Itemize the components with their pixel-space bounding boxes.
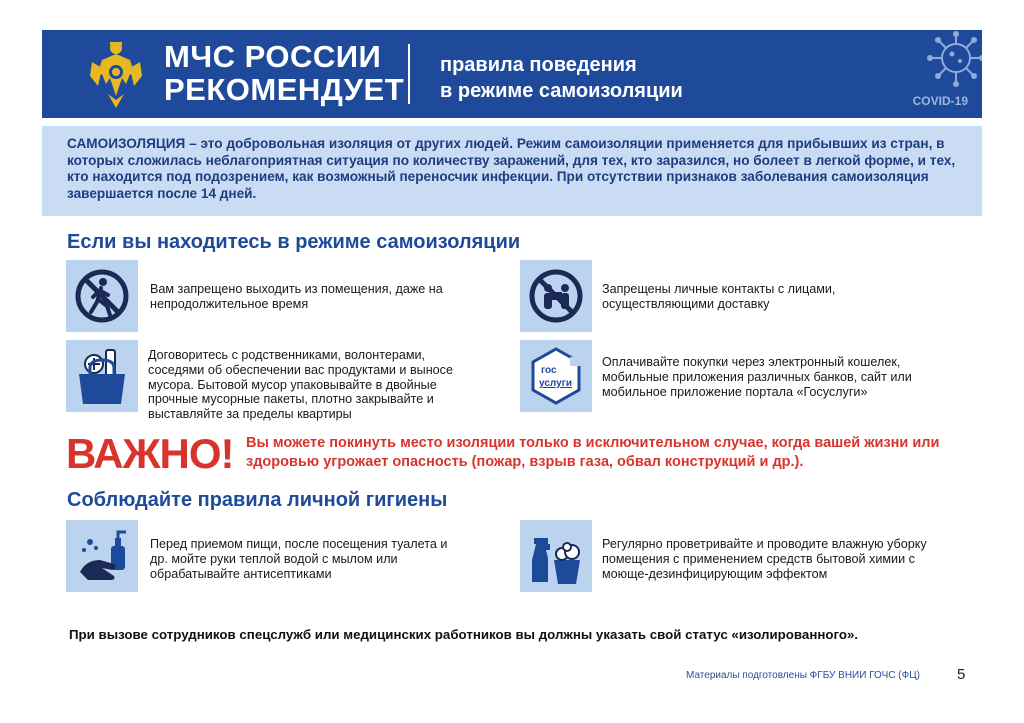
rule-text: Оплачивайте покупки через электронный кошелек, мобильные приложения различных банков, сайт или мобильное приложение портала «Госуслуги» bbox=[602, 355, 912, 399]
important-heading: ВАЖНО! bbox=[66, 430, 234, 477]
covid-badge: COVID-19 bbox=[912, 94, 968, 108]
header-divider bbox=[408, 44, 410, 104]
emchs-emblem-icon bbox=[88, 38, 144, 110]
section2-title: Соблюдайте правила личной гигиены bbox=[67, 489, 448, 511]
rule-text: Запрещены личные контакты с лицами, осуществляющими доставку bbox=[602, 282, 836, 311]
no-contact-icon bbox=[520, 260, 592, 332]
gosuslugi-word-2: услуги bbox=[539, 378, 572, 389]
rule-text: Вам запрещено выходить из помещения, даже на непродолжительное время bbox=[150, 282, 443, 311]
gosuslugi-logo-icon bbox=[520, 340, 592, 412]
no-walking-icon bbox=[66, 260, 138, 332]
page-number: 5 bbox=[957, 666, 966, 683]
header-subtitle-line1: правила поведения bbox=[440, 54, 637, 76]
virus-icon bbox=[920, 30, 982, 90]
header-title-line2: РЕКОМЕНДУЕТ bbox=[164, 72, 405, 107]
rule-text: Регулярно проветривайте и проводите влажную уборку помещения с применением средств бытовой химии с моюще-дезинфицирующим эффектом bbox=[602, 537, 927, 581]
rule-icon-box bbox=[66, 520, 138, 592]
header-subtitle bbox=[440, 52, 683, 104]
rule-icon-box bbox=[520, 260, 592, 332]
important-text: Вы можете покинуть место изоляции только в исключительном случае, когда вашей жизни или здоровью угрожает опасность (пожар, взрыв газа, обвал конструкций и др.). bbox=[246, 435, 940, 470]
intro-box bbox=[42, 126, 982, 216]
intro-text: – это добровольная изоляция от других людей. Режим самоизоляции применяется для прибывших из стран, в которых сложилась неблагоприятная ситуация по количеству заражений, для тех, кто заразился, но болеет в легкой форме, и тех, кто находится под подозрением, как возможный переносчик инфекции. При отсутствии признаков заболевания самоизоляция завершается после 14 дней. bbox=[67, 136, 956, 201]
header-title bbox=[164, 40, 404, 106]
rule-icon-box bbox=[66, 260, 138, 332]
rule-icon-box bbox=[520, 520, 592, 592]
rule-text: Перед приемом пищи, после посещения туалета и др. мойте руки теплой водой с мылом или обрабатывайте антисептиками bbox=[150, 537, 448, 581]
header-subtitle-line2: в режиме самоизоляции bbox=[440, 80, 683, 102]
header-banner bbox=[42, 30, 982, 118]
header-title-line1: МЧС РОССИИ bbox=[164, 39, 382, 74]
grocery-bag-icon bbox=[66, 340, 138, 412]
intro-lead: САМОИЗОЛЯЦИЯ bbox=[67, 136, 186, 151]
cleaning-supplies-icon bbox=[520, 520, 592, 592]
rule-icon-box bbox=[66, 340, 138, 412]
gosuslugi-word-1: гос bbox=[541, 365, 557, 376]
rule-icon-box bbox=[520, 340, 592, 412]
status-note: При вызове сотрудников спецслужб или медицинских работников вы должны указать свой статус «изолированного». bbox=[69, 627, 859, 642]
hand-wash-icon bbox=[66, 520, 138, 592]
rule-text: Договоритесь с родственниками, волонтерами, соседями об обеспечении вас продуктами и выносе мусора. Бытовой мусор упаковывайте в двойные прочные мусорные пакеты, плотно закрывайте и выставляйте за пределы квартиры bbox=[148, 348, 453, 422]
section1-title: Если вы находитесь в режиме самоизоляции bbox=[67, 231, 521, 253]
footer-credit: Материалы подготовлены ФГБУ ВНИИ ГОЧС (ФЦ) bbox=[686, 670, 920, 681]
